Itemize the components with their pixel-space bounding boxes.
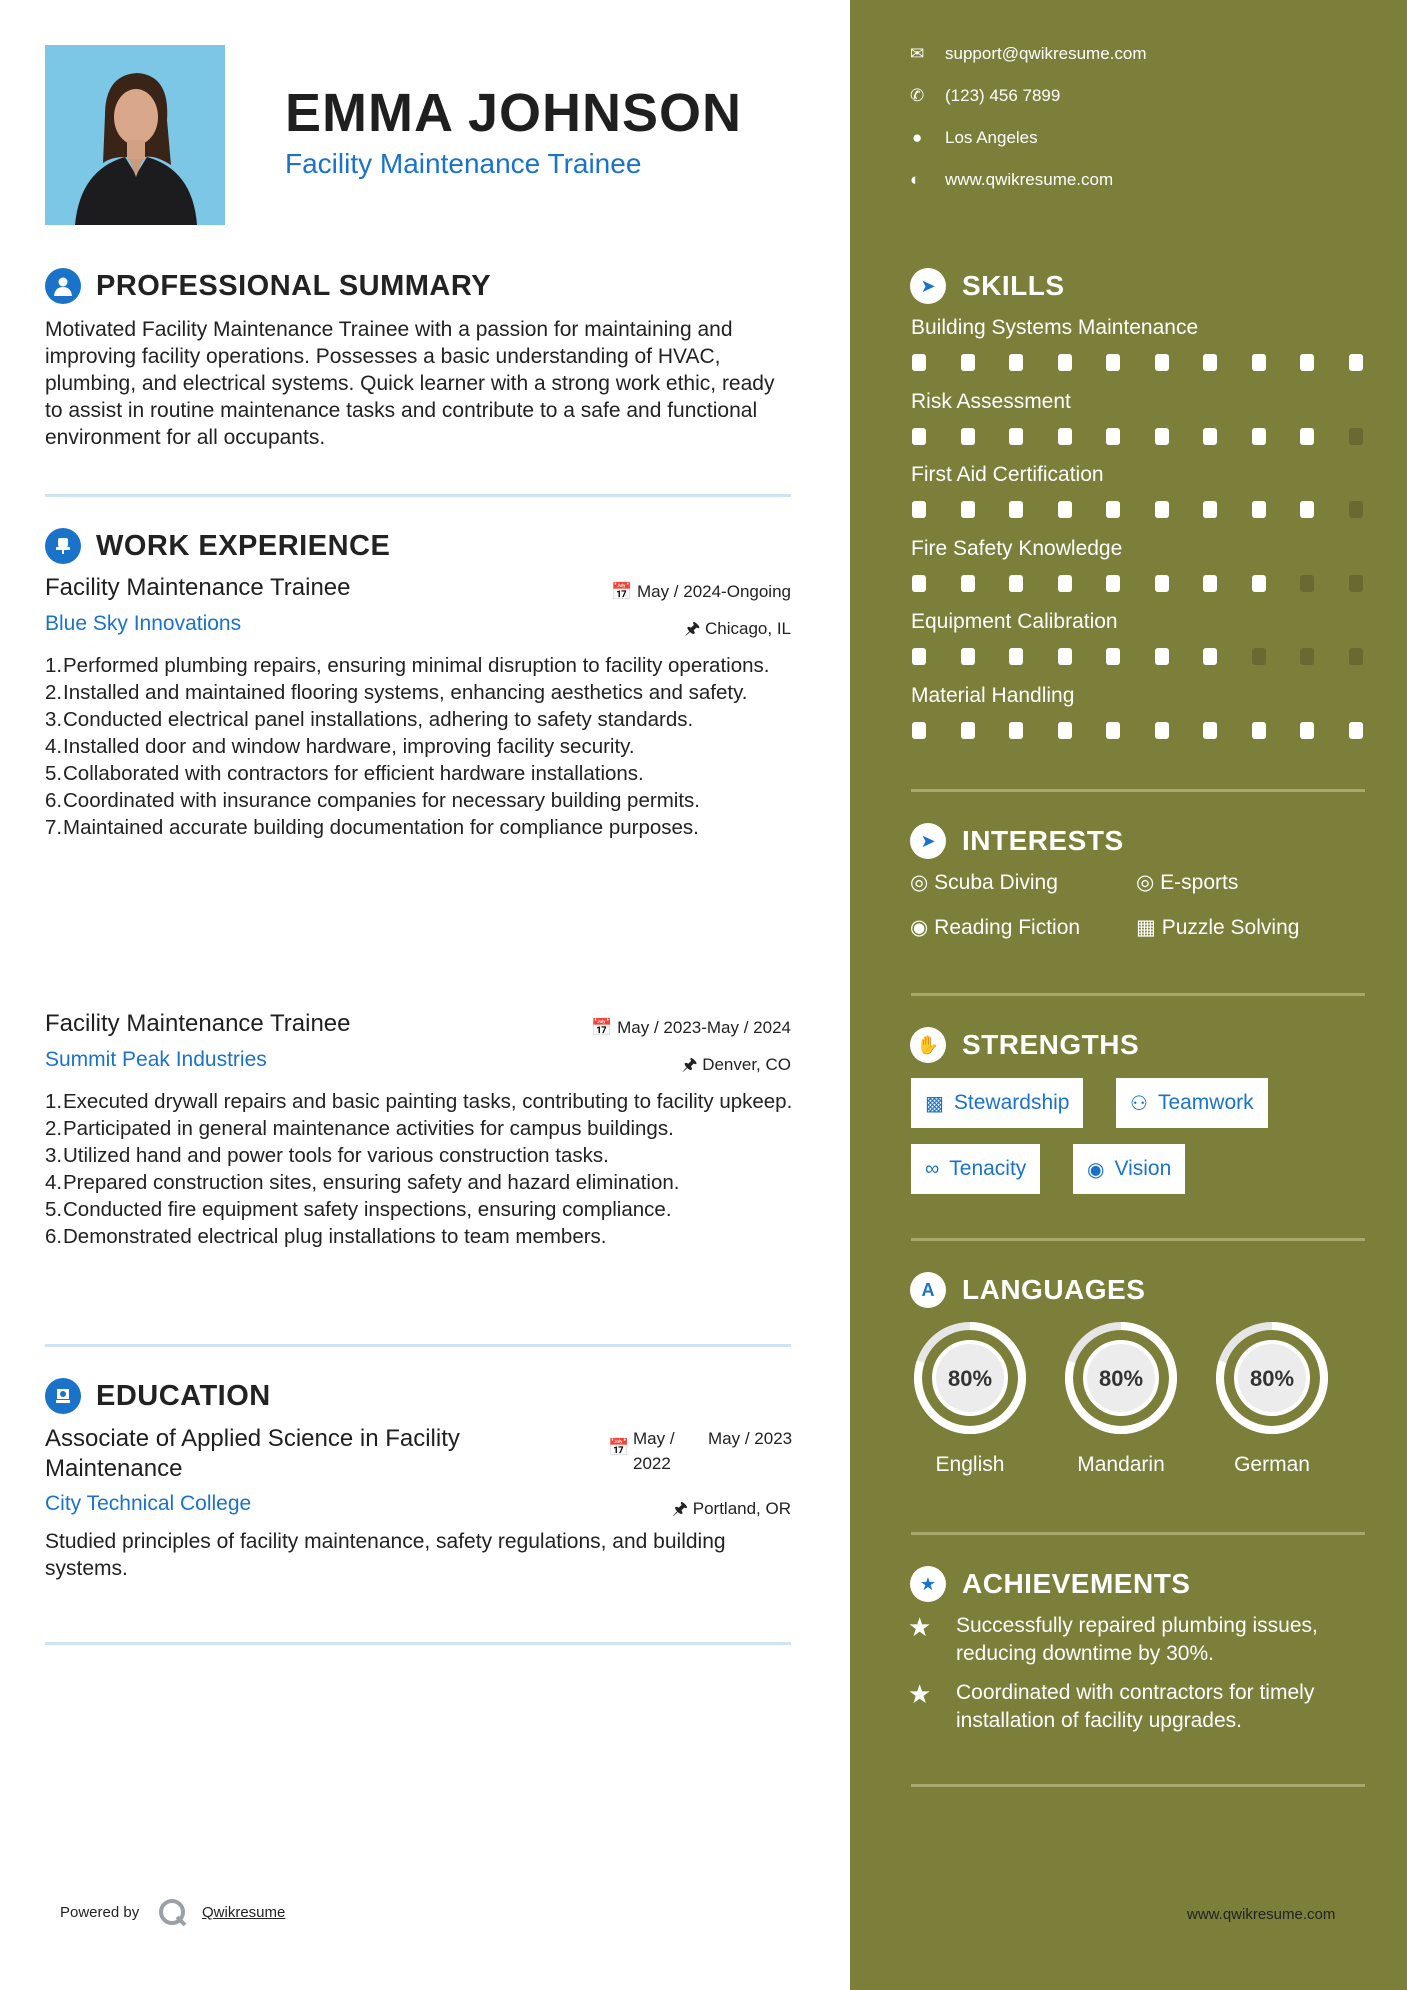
list-item: Utilized hand and power tools for various construction tasks. bbox=[63, 1144, 609, 1167]
education-location: 🖈 Portland, OR bbox=[672, 1499, 791, 1518]
contact-phone[interactable]: (123) 456 7899 bbox=[945, 86, 1061, 105]
experience-heading: WORK EXPERIENCE bbox=[96, 530, 391, 562]
phone-icon: ✆ bbox=[910, 86, 925, 105]
skill-dot bbox=[961, 722, 975, 739]
language-ring bbox=[1212, 1318, 1332, 1438]
list-item: Executed drywall repairs and basic painting tasks, contributing to facility upkeep. bbox=[63, 1090, 793, 1113]
skill-dot bbox=[1106, 428, 1120, 445]
skill-dot bbox=[961, 648, 975, 665]
skill-dot bbox=[912, 575, 926, 592]
skill-dot bbox=[1058, 648, 1072, 665]
language-item bbox=[910, 1318, 1030, 1477]
divider bbox=[911, 1238, 1365, 1241]
skill-dot bbox=[961, 354, 975, 371]
degree-title: Associate of Applied Science in Facility Maintenance bbox=[45, 1425, 460, 1482]
briefcase-icon: ▩ bbox=[925, 1092, 944, 1115]
calendar-icon: 📅 bbox=[608, 1438, 630, 1457]
skill-dot bbox=[1349, 501, 1363, 518]
skill-dot bbox=[1155, 501, 1169, 518]
skill-level bbox=[912, 501, 1397, 518]
book-icon: ▦ bbox=[1136, 916, 1156, 939]
summary-heading: PROFESSIONAL SUMMARY bbox=[96, 270, 492, 302]
calendar-icon: 📅 bbox=[591, 1018, 613, 1037]
job-location: 🖈 Denver, CO bbox=[681, 1055, 791, 1074]
globe-icon: ◐ bbox=[910, 170, 921, 189]
skill-dot bbox=[1203, 428, 1217, 445]
skill-level bbox=[912, 428, 1397, 445]
skill-dot bbox=[1106, 648, 1120, 665]
skill-dot bbox=[1300, 428, 1314, 445]
strength-chip: ⚇ Teamwork bbox=[1116, 1078, 1268, 1128]
education-end: May / 2023 bbox=[708, 1429, 793, 1448]
skill-dot bbox=[1252, 501, 1266, 518]
divider bbox=[45, 1344, 791, 1347]
skill-dot bbox=[1155, 648, 1169, 665]
list-item: Coordinated with insurance companies for necessary building permits. bbox=[63, 789, 700, 812]
skill-dot bbox=[1203, 354, 1217, 371]
candidate-role: Facility Maintenance Trainee bbox=[285, 148, 642, 179]
skill-dot bbox=[912, 722, 926, 739]
language-name: German bbox=[1234, 1453, 1310, 1476]
skill-dot bbox=[1058, 428, 1072, 445]
divider bbox=[45, 494, 791, 497]
interest-item: ◎ Scuba Diving bbox=[910, 871, 1058, 894]
skill-dot bbox=[1009, 722, 1023, 739]
languages-heading: LANGUAGES bbox=[962, 1274, 1146, 1305]
job-duties bbox=[45, 652, 795, 841]
fist-icon: ✋ bbox=[910, 1027, 946, 1063]
education-heading: EDUCATION bbox=[96, 1380, 271, 1412]
language-percent: 80% bbox=[1249, 1366, 1295, 1391]
summary-text: Motivated Facility Maintenance Trainee with a passion for maintaining and improving facility operations. Possesses a basic understanding of HVAC, plumbing, and electrical systems. Quick learner with a strong work ethic, ready to assist in routine maintenance tasks and contribute to a safe and functional environment for all occupants. bbox=[45, 318, 775, 449]
skill-dot bbox=[1058, 354, 1072, 371]
powered-by: Powered by bbox=[60, 1904, 140, 1921]
map-pin-icon: ● bbox=[912, 128, 923, 147]
divider bbox=[911, 993, 1365, 996]
job-company: Blue Sky Innovations bbox=[45, 612, 242, 635]
interests-heading: INTERESTS bbox=[962, 825, 1124, 856]
skill-dot bbox=[1009, 501, 1023, 518]
skill-name: Building Systems Maintenance bbox=[911, 316, 1199, 339]
lightbulb-icon: ➤ bbox=[910, 268, 946, 304]
skill-dot bbox=[1009, 648, 1023, 665]
language-item bbox=[1061, 1318, 1181, 1477]
skill-dot bbox=[1300, 354, 1314, 371]
skill-level bbox=[912, 722, 1397, 739]
job-date: 📅 May / 2023-May / 2024 bbox=[591, 1018, 791, 1037]
skill-dot bbox=[1349, 428, 1363, 445]
list-item: Installed door and window hardware, improving facility security. bbox=[63, 735, 635, 758]
list-item: Collaborated with contractors for efficient hardware installations. bbox=[63, 762, 644, 785]
skills-heading: SKILLS bbox=[962, 270, 1065, 301]
skill-dot bbox=[1009, 354, 1023, 371]
footer-site[interactable]: www.qwikresume.com bbox=[1187, 1906, 1336, 1923]
skill-dot bbox=[1252, 354, 1266, 371]
skill-dot bbox=[1058, 722, 1072, 739]
strengths-heading: STRENGTHS bbox=[962, 1029, 1140, 1060]
skill-dot bbox=[912, 501, 926, 518]
star-icon: ★ bbox=[908, 1679, 932, 1709]
achievement-item: Successfully repaired plumbing issues, reducing downtime by 30%. bbox=[956, 1614, 1318, 1665]
graduation-icon bbox=[45, 1378, 81, 1414]
star-icon: ★ bbox=[908, 1612, 932, 1642]
list-item: Conducted fire equipment safety inspections, ensuring compliance. bbox=[63, 1198, 672, 1221]
skill-dot bbox=[1203, 501, 1217, 518]
link-icon: ∞ bbox=[925, 1157, 940, 1180]
skill-dot bbox=[1203, 648, 1217, 665]
skill-dot bbox=[1155, 722, 1169, 739]
language-ring bbox=[910, 1318, 1030, 1438]
skill-dot bbox=[1349, 354, 1363, 371]
skill-dot bbox=[1349, 575, 1363, 592]
pin-icon: 🖈 bbox=[684, 619, 701, 638]
profile-photo bbox=[45, 45, 225, 225]
skill-dot bbox=[1106, 722, 1120, 739]
job-date: 📅 May / 2024-Ongoing bbox=[611, 582, 791, 601]
skill-dot bbox=[1155, 354, 1169, 371]
skill-dot bbox=[1009, 428, 1023, 445]
skill-dot bbox=[1106, 501, 1120, 518]
skill-dot bbox=[912, 354, 926, 371]
education-start: May / 2022 bbox=[633, 1429, 675, 1473]
list-item: Maintained accurate building documentation for compliance purposes. bbox=[63, 816, 699, 839]
skill-level bbox=[912, 575, 1397, 592]
skill-dot bbox=[1106, 575, 1120, 592]
strength-chip: ∞ Tenacity bbox=[911, 1144, 1040, 1194]
education-text: Studied principles of facility maintenance, safety regulations, and building systems. bbox=[45, 1530, 726, 1580]
divider bbox=[911, 1784, 1365, 1787]
skill-name: Equipment Calibration bbox=[911, 610, 1118, 633]
divider bbox=[45, 1642, 791, 1645]
skill-dot bbox=[1203, 722, 1217, 739]
life-ring-icon: ◎ bbox=[910, 871, 929, 894]
skill-dot bbox=[1300, 501, 1314, 518]
skill-dot bbox=[1252, 648, 1266, 665]
job-duties bbox=[45, 1088, 795, 1250]
skill-name: Material Handling bbox=[911, 683, 1075, 707]
list-item: Performed plumbing repairs, ensuring minimal disruption to facility operations. bbox=[63, 654, 770, 677]
job-title: Facility Maintenance Trainee bbox=[45, 1010, 351, 1037]
language-percent: 80% bbox=[947, 1366, 993, 1391]
skill-dot bbox=[1155, 428, 1169, 445]
skill-dot bbox=[1300, 722, 1314, 739]
list-item: Participated in general maintenance activities for campus buildings. bbox=[63, 1117, 674, 1140]
qwikresume-logo-icon bbox=[157, 1897, 189, 1934]
achievement-item: Coordinated with contractors for timely installation of facility upgrades. bbox=[956, 1681, 1315, 1732]
list-item: Conducted electrical panel installations, adhering to safety standards. bbox=[63, 708, 694, 731]
user-icon bbox=[45, 268, 81, 304]
achievements-heading: ACHIEVEMENTS bbox=[962, 1568, 1191, 1599]
language-name: Mandarin bbox=[1077, 1453, 1165, 1476]
skill-dot bbox=[1349, 648, 1363, 665]
skill-level bbox=[912, 648, 1397, 665]
divider bbox=[911, 789, 1365, 792]
strength-chip: ▩ Stewardship bbox=[911, 1078, 1083, 1128]
chair-icon bbox=[45, 528, 81, 564]
list-item: Prepared construction sites, ensuring safety and hazard elimination. bbox=[63, 1171, 680, 1194]
skill-dot bbox=[1058, 501, 1072, 518]
pin-icon: 🖈 bbox=[681, 1055, 698, 1074]
school-name: City Technical College bbox=[45, 1492, 252, 1515]
job-company: Summit Peak Industries bbox=[45, 1048, 267, 1071]
skill-dot bbox=[912, 648, 926, 665]
strength-chip: ◉ Vision bbox=[1073, 1144, 1185, 1194]
gamepad-icon: ◉ bbox=[910, 916, 929, 939]
skill-name: First Aid Certification bbox=[911, 463, 1104, 486]
divider bbox=[911, 1532, 1365, 1535]
job-title: Facility Maintenance Trainee bbox=[45, 574, 351, 601]
skill-dot bbox=[1203, 575, 1217, 592]
language-icon: A bbox=[910, 1272, 946, 1308]
pin-icon: 🖈 bbox=[672, 1499, 688, 1518]
skill-dot bbox=[1252, 575, 1266, 592]
list-item: Demonstrated electrical plug installations to team members. bbox=[63, 1225, 607, 1248]
envelope-icon: ✉ bbox=[910, 44, 925, 63]
contact-location: Los Angeles bbox=[945, 128, 1038, 147]
skill-name: Risk Assessment bbox=[911, 389, 1071, 413]
language-ring bbox=[1061, 1318, 1181, 1438]
skill-dot bbox=[1009, 575, 1023, 592]
skill-dot bbox=[961, 575, 975, 592]
paper-plane-icon: ➤ bbox=[910, 823, 946, 859]
skill-dot bbox=[1058, 575, 1072, 592]
job-location: 🖈 Chicago, IL bbox=[684, 619, 791, 638]
interest-item: ◉ Reading Fiction bbox=[910, 916, 1081, 939]
skill-level bbox=[912, 354, 1397, 371]
skill-dot bbox=[961, 501, 975, 518]
interest-item: ◎ E-sports bbox=[1136, 871, 1239, 894]
language-item bbox=[1212, 1318, 1332, 1477]
skill-dot bbox=[912, 428, 926, 445]
qwikresume-link[interactable]: Qwikresume bbox=[202, 1904, 286, 1921]
interest-item: ▦ Puzzle Solving bbox=[1136, 916, 1300, 939]
skill-dot bbox=[1252, 722, 1266, 739]
skill-dot bbox=[1349, 722, 1363, 739]
skill-dot bbox=[961, 428, 975, 445]
skill-dot bbox=[1252, 428, 1266, 445]
life-ring-icon: ◎ bbox=[1136, 871, 1155, 894]
calendar-icon: 📅 bbox=[611, 582, 633, 601]
skill-dot bbox=[1106, 354, 1120, 371]
users-icon: ⚇ bbox=[1130, 1092, 1148, 1115]
skill-dot bbox=[1300, 648, 1314, 665]
language-percent: 80% bbox=[1098, 1366, 1144, 1391]
contact-website[interactable]: www.qwikresume.com bbox=[945, 170, 1114, 189]
candidate-name: EMMA JOHNSON bbox=[285, 83, 743, 143]
list-item: Installed and maintained flooring systems, enhancing aesthetics and safety. bbox=[63, 681, 748, 704]
binoculars-icon: ◉ bbox=[1087, 1158, 1105, 1181]
skill-name: Fire Safety Knowledge bbox=[911, 536, 1123, 560]
skill-dot bbox=[1155, 575, 1169, 592]
language-name: English bbox=[935, 1453, 1005, 1476]
contact-email[interactable]: support@qwikresume.com bbox=[945, 44, 1147, 63]
skill-dot bbox=[1300, 575, 1314, 592]
star-badge-icon: ★ bbox=[910, 1566, 946, 1602]
